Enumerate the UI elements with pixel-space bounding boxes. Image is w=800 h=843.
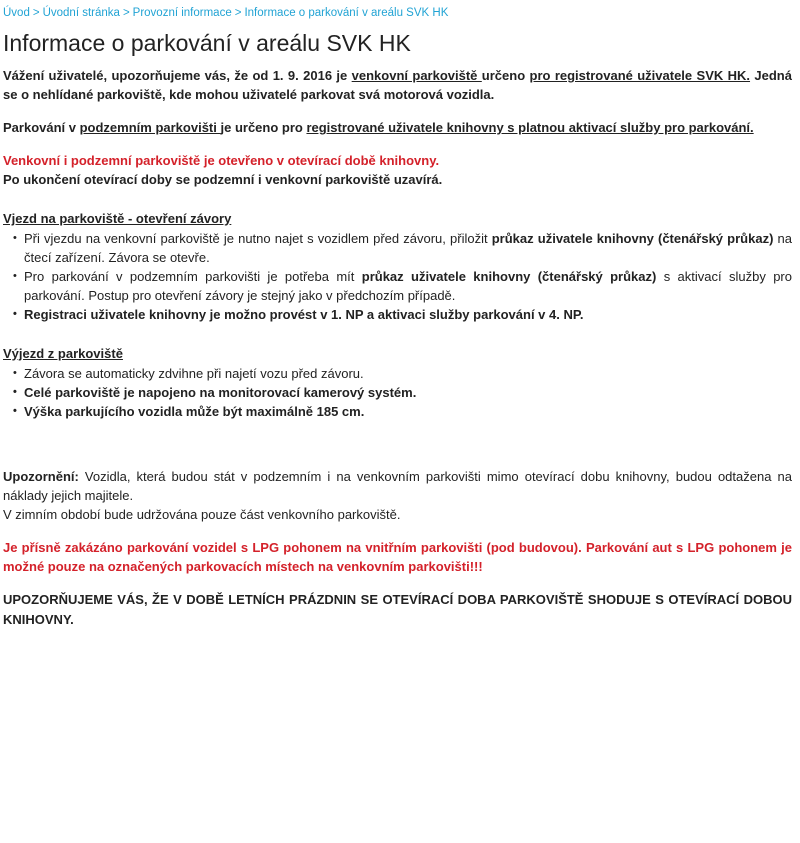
entry-item-1-bold: průkaz uživatele knihovny (čtenářský průkaz) — [491, 231, 774, 246]
underground-text-1: Parkování v — [3, 120, 80, 135]
entry-item-1-text: Při vjezdu na venkovní parkoviště je nutno najet s vozidlem před závoru, přiložit — [24, 231, 492, 246]
outdoor-parking-link[interactable]: venkovní parkoviště — [351, 68, 482, 83]
entry-item-2-bold: průkaz uživatele knihovny (čtenářský průkaz) — [361, 269, 657, 284]
registered-users-link[interactable]: pro registrované uživatele SVK HK. — [529, 68, 751, 83]
breadcrumb-link-operational[interactable]: Provozní informace — [132, 7, 232, 19]
underground-parking-link[interactable]: podzemním parkovišti — [79, 120, 221, 135]
entry-item-1-end: na čtecí zařízení. Závora se otevře. — [24, 231, 792, 265]
summer-notice: UPOZORŇUJEME VÁS, ŽE V DOBĚ LETNÍCH PRÁZDNIN SE OTEVÍRACÍ DOBA PARKOVIŠTĚ SHODUJE S OTEVÍRACÍ DOBOU KNIHOVNY. — [3, 592, 792, 627]
registered-library-users-link[interactable]: registrované uživatele knihovny s platnou aktivací služby pro parkování. — [306, 120, 754, 135]
breadcrumb-link-current[interactable]: Informace o parkování v areálu SVK HK — [244, 7, 449, 19]
underground-text-2: je určeno pro — [220, 120, 307, 135]
list-item: • Výška parkujícího vozidla může být maximálně 185 cm. — [24, 402, 792, 421]
breadcrumb-link-home[interactable]: Úvod — [3, 7, 30, 19]
lpg-warning: Je přísně zakázáno parkování vozidel s LPG pohonem na vnitřním parkovišti (pod budovou). Parkování aut s LPG pohonem je možné pouze na označených parkovacích místech na venkovním parkovišti!!! — [3, 540, 792, 574]
breadcrumb — [3, 6, 792, 21]
entry-item-2-end: s aktivací služby pro parkování. Postup pro otevření závory je stejný jako v předchozím případě. — [24, 269, 792, 303]
breadcrumb-separator: > — [122, 7, 130, 19]
opening-hours-notice: Venkovní i podzemní parkoviště je otevřeno v otevírací době knihovny. — [3, 153, 440, 168]
entry-section-title: Vjezd na parkoviště - otevření závory — [3, 211, 232, 226]
intro-text-3: Jedná se o nehlídané parkoviště, kde mohou uživatelé parkovat svá motorová vozidla. — [3, 68, 792, 102]
list-item — [24, 267, 792, 305]
warning-text: Vozidla, která budou stát v podzemním i na venkovním parkovišti mimo otevírací dobu knihovny, budou odtažena na náklady jejich majitele. — [3, 469, 792, 503]
page-title: Informace o parkování v areálu SVK HK — [3, 30, 411, 56]
towing-warning — [3, 467, 792, 505]
warning-label: Upozornění: — [3, 469, 79, 484]
exit-section-title: Výjezd z parkoviště — [3, 346, 123, 361]
breadcrumb-separator: > — [32, 7, 40, 19]
list-item — [24, 229, 792, 267]
breadcrumb-separator: > — [234, 7, 242, 19]
exit-list — [3, 364, 792, 421]
entry-item-2-text: Pro parkování v podzemním parkovišti je potřeba mít — [24, 269, 362, 284]
intro-text-1: Vážení uživatelé, upozorňujeme vás, že od 1. 9. 2016 je — [3, 68, 352, 83]
intro-text-2: určeno — [481, 68, 530, 83]
list-item: • Závora se automaticky zdvihne při najetí vozu před závoru. — [24, 364, 792, 383]
underground-paragraph — [3, 118, 792, 137]
intro-paragraph — [3, 66, 792, 104]
winter-notice: V zimním období bude udržována pouze část venkovního parkoviště. — [3, 507, 401, 522]
list-item: • Celé parkoviště je napojeno na monitorovací kamerový systém. — [24, 383, 792, 402]
entry-list — [3, 229, 792, 324]
list-item: • Registraci uživatele knihovny je možno provést v 1. NP a aktivaci služby parkování v 4. NP. — [24, 305, 792, 324]
closing-notice: Po ukončení otevírací doby se podzemní i venkovní parkoviště uzavírá. — [3, 172, 443, 187]
breadcrumb-link-main[interactable]: Úvodní stránka — [42, 7, 120, 19]
